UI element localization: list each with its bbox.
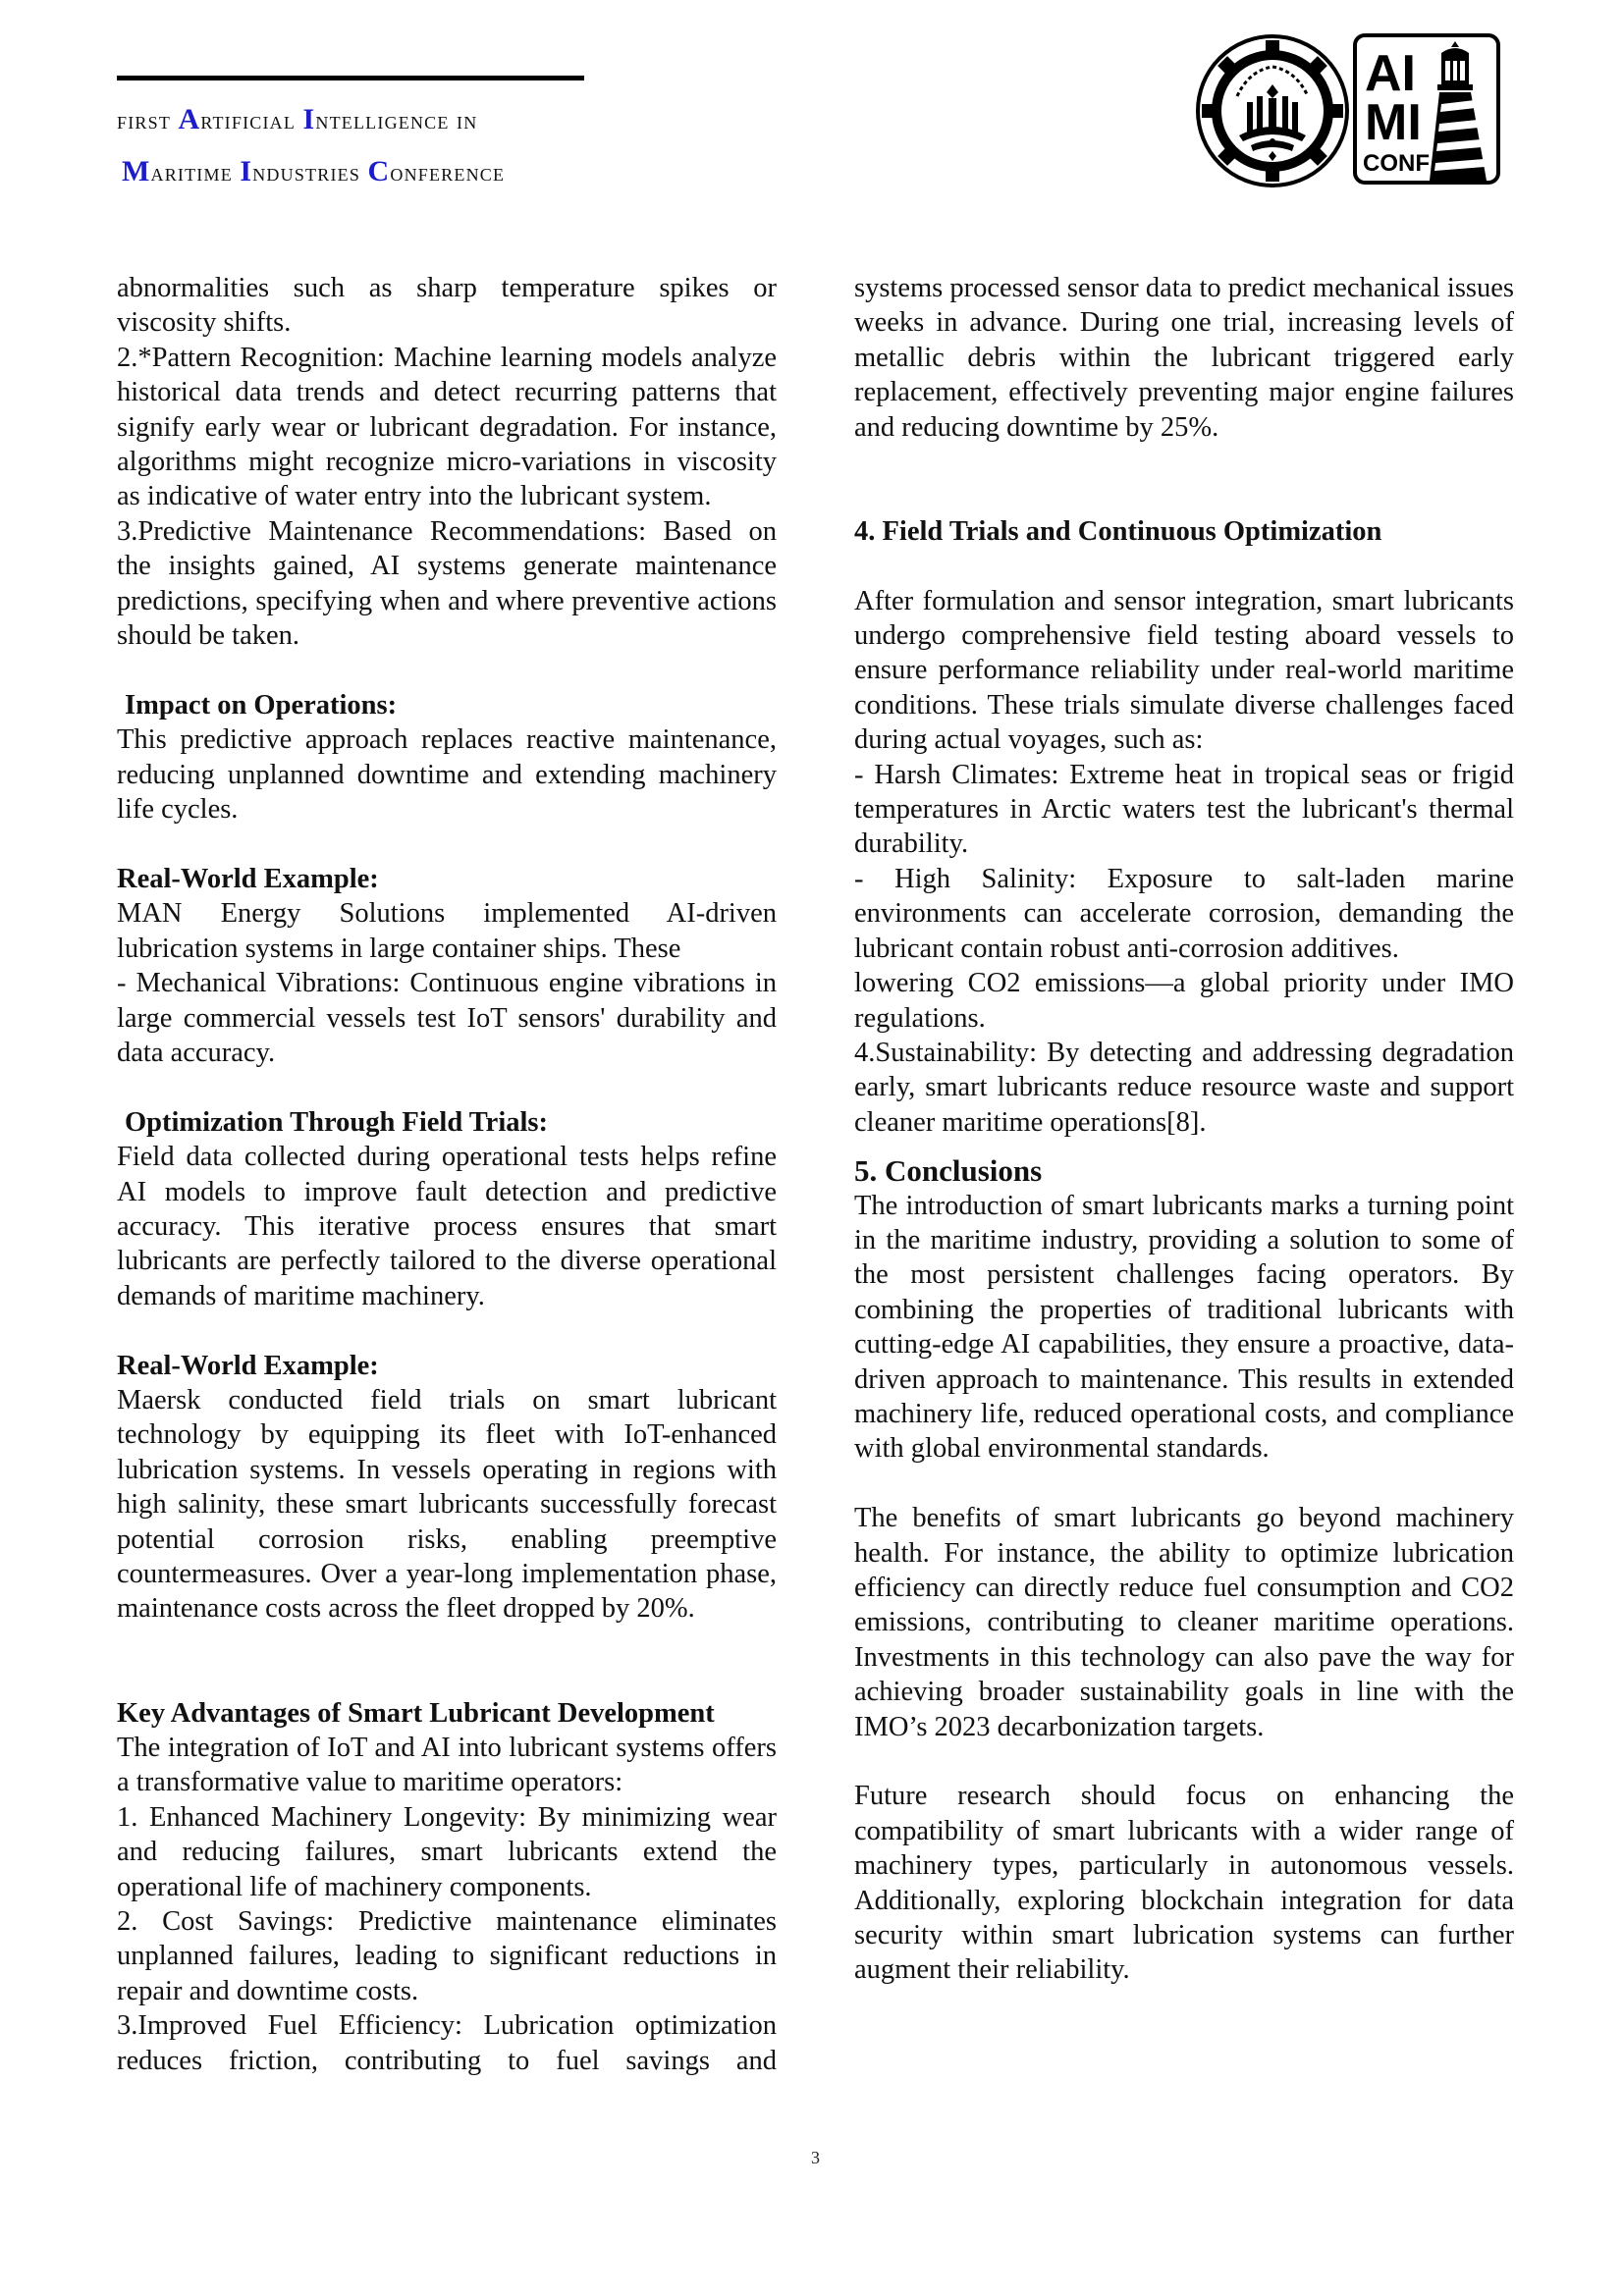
- title-text: ndustries: [252, 160, 368, 187]
- title-text: first: [117, 108, 179, 134]
- paragraph: abnormalities such as sharp temperature spikes or viscosity shifts.: [117, 273, 777, 339]
- list-item-pattern-recognition: 2.*Pattern Recognition: Machine learning models analyze historical data trends and detect recurring patterns that signify early wear or lubricant degradation. For instance, algorithms might recognize micro-variations in viscosity as indicative of water entry into the lubricant system.: [117, 342, 777, 512]
- list-item-predictive-maintenance: 3.Predictive Maintenance Recommendations: Based on the insights gained, AI systems generate maintenance predictions, specifying when and where preventive actions should be taken.: [117, 515, 777, 652]
- page-number: 3: [811, 2148, 820, 2167]
- title-cap: C: [367, 155, 391, 187]
- title-text: onference: [390, 160, 506, 187]
- paragraph: lowering CO2 emissions—a global priority under IMO regulations.: [854, 968, 1514, 1034]
- paragraph: The integration of IoT and AI into lubricant systems offers a transformative value to maritime operators:: [117, 1732, 777, 1798]
- list-item-machinery-longevity: 1. Enhanced Machinery Longevity: By minimizing wear and reducing failures, smart lubricants extend the operational life of machinery components.: [117, 1801, 777, 1902]
- heading-conclusions: 5. Conclusions: [854, 1153, 1043, 1189]
- title-cap: I: [302, 103, 316, 135]
- paragraph: This predictive approach replaces reactive maintenance, reducing unplanned downtime and extending machinery life cycles.: [117, 724, 777, 826]
- paragraph: systems processed sensor data to predict mechanical issues weeks in advance. During one trial, increasing levels of metallic debris within the lubricant triggered early replacement, effectively preventing major engine failures and reducing downtime by 25%.: [854, 273, 1514, 443]
- svg-text:AI: AI: [1365, 45, 1416, 102]
- heading-impact-on-operations: Impact on Operations:: [125, 689, 398, 721]
- heading-optimization-field-trials: Optimization Through Field Trials:: [125, 1106, 548, 1138]
- conference-title-line-1: [117, 103, 477, 136]
- heading-section-4: 4. Field Trials and Continuous Optimization: [854, 515, 1382, 547]
- paragraph: The introduction of smart lubricants marks a turning point in the maritime industry, providing a solution to some of the most persistent challenges facing operators. By combining the properties of traditional lubricants with cutting-edge AI capabilities, they ensure a proactive, data-driven approach to maintenance. This results in extended machinery life, reduced operational costs, and compliance with global environmental standards.: [854, 1190, 1514, 1465]
- left-column: [117, 271, 777, 2078]
- paragraph: Future research should focus on enhancing the compatibility of smart lubricants with a wider range of machinery types, particularly in autonomous vessels. Additionally, exploring blockchain integration for data security within smart lubrication systems can further augment their reliability.: [854, 1781, 1514, 1986]
- paragraph: After formulation and sensor integration, smart lubricants undergo comprehensive field testing aboard vessels to ensure performance reliability under real-world maritime conditions. These trials simulate diverse challenges faced during actual voyages, such as:: [854, 585, 1514, 756]
- title-text: rtificial: [200, 108, 303, 134]
- paragraph: Field data collected during operational tests helps refine AI models to improve fault detection and predictive accuracy. This iterative process ensures that smart lubricants are perfectly tailored to the diverse operational demands of maritime machinery.: [117, 1142, 777, 1311]
- list-item-mechanical-vibrations: - Mechanical Vibrations: Continuous engine vibrations in large commercial vessels test IoT sensors' durability and data accuracy.: [117, 968, 777, 1068]
- svg-text:MI: MI: [1365, 94, 1422, 151]
- university-seal-logo-icon: [1190, 33, 1355, 188]
- conference-title-line-2: [122, 155, 505, 188]
- header-rule: [117, 76, 584, 80]
- aimi-conf-logo-icon: [1353, 33, 1500, 185]
- heading-key-advantages: Key Advantages of Smart Lubricant Development: [117, 1697, 715, 1729]
- list-item-harsh-climates: - Harsh Climates: Extreme heat in tropical seas or frigid temperatures in Arctic waters test the lubricant's thermal durability.: [854, 759, 1514, 860]
- heading-real-world-example: Real-World Example:: [117, 863, 379, 894]
- list-item-sustainability: 4.Sustainability: By detecting and addressing degradation early, smart lubricants reduce resource waste and support cleaner maritime operations[8].: [854, 1037, 1514, 1138]
- heading-real-world-example: Real-World Example:: [117, 1350, 379, 1381]
- svg-text:CONF: CONF: [1363, 150, 1430, 177]
- list-item-cost-savings: 2. Cost Savings: Predictive maintenance eliminates unplanned failures, leading to significant reductions in repair and downtime costs.: [117, 1906, 777, 2006]
- title-cap: M: [122, 155, 151, 187]
- title-cap: I: [240, 155, 253, 187]
- paragraph: The benefits of smart lubricants go beyond machinery health. For instance, the ability to optimize lubrication efficiency can directly reduce fuel consumption and CO2 emissions, contributing to cleaner maritime operations. Investments in this technology can also pave the way for achieving broader sustainability goals in line with the IMO’s 2023 decarbonization targets.: [854, 1503, 1514, 1742]
- title-text: ntelligence in: [315, 108, 478, 134]
- list-item-fuel-efficiency: 3.Improved Fuel Efficiency: Lubrication optimization reduces friction, contributing to fuel savings and: [117, 2010, 777, 2076]
- paragraph: MAN Energy Solutions implemented AI-driven lubrication systems in large container ships. These: [117, 898, 777, 964]
- title-text: aritime: [150, 160, 241, 187]
- title-cap: A: [178, 103, 201, 135]
- list-item-high-salinity: - High Salinity: Exposure to salt-laden marine environments can accelerate corrosion, demanding the lubricant contain robust anti-corrosion additives.: [854, 863, 1514, 964]
- right-column: [854, 271, 1514, 1988]
- paragraph: Maersk conducted field trials on smart lubricant technology by equipping its fleet with IoT-enhanced lubrication systems. In vessels operating in regions with high salinity, these smart lubricants successfully forecast potential corrosion risks, enabling preemptive countermeasures. Over a year-long implementation phase, maintenance costs across the fleet dropped by 20%.: [117, 1384, 777, 1625]
